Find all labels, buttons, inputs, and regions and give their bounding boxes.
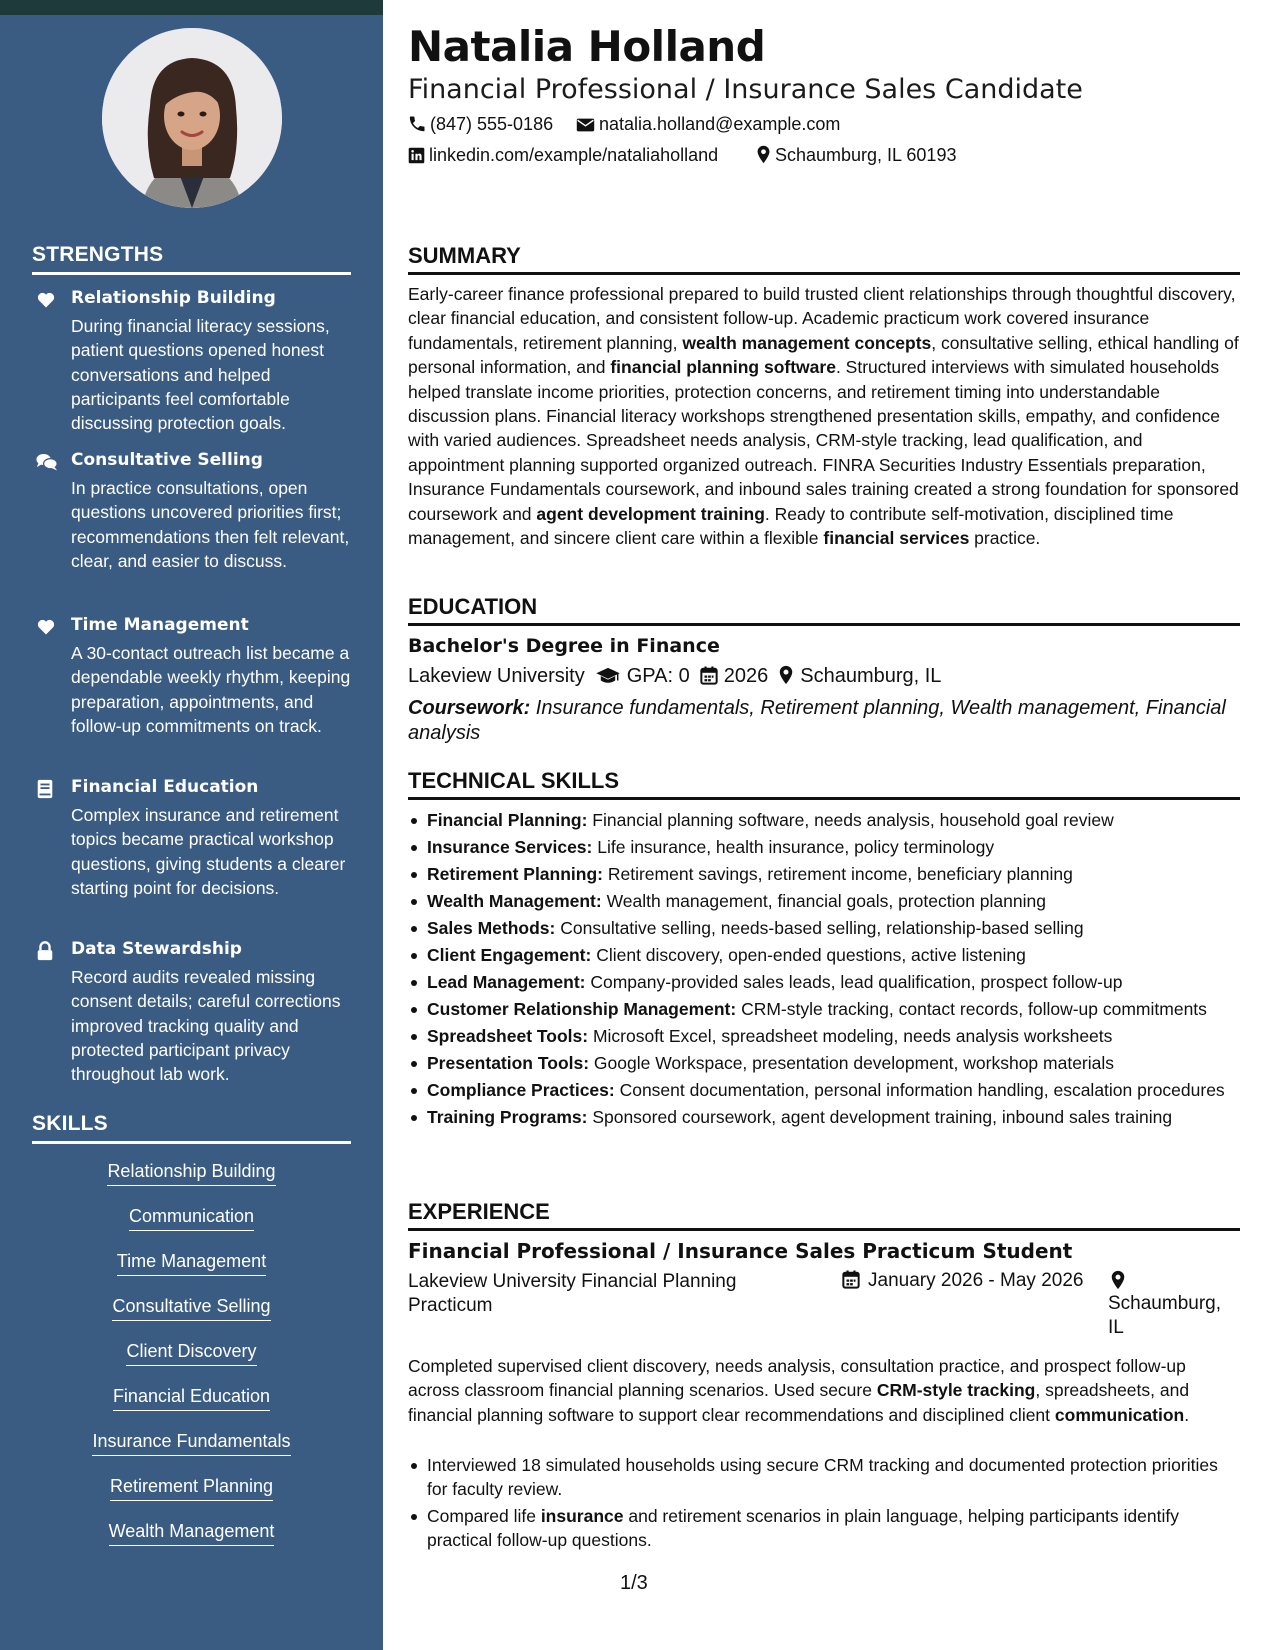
avatar xyxy=(102,28,282,208)
lock-icon xyxy=(36,941,56,961)
school-location: Schaumburg, IL xyxy=(800,665,942,687)
education-divider xyxy=(408,623,1240,626)
skill-tag: Relationship Building xyxy=(0,1161,383,1186)
job-location: Schaumburg, IL xyxy=(1108,1270,1228,1340)
skill-tag: Retirement Planning xyxy=(0,1476,383,1501)
list-item: Sales Methods: Consultative selling, needs-based selling, relationship-based selling xyxy=(408,916,1240,940)
list-item: Compliance Practices: Consent documentation, personal information handling, escalation procedures xyxy=(408,1078,1240,1102)
list-item: Retirement Planning: Retirement savings, retirement income, beneficiary planning xyxy=(408,862,1240,886)
chat-bubbles-icon xyxy=(36,452,56,472)
skill-tag: Financial Education xyxy=(0,1386,383,1411)
candidate-name: Natalia Holland xyxy=(408,22,766,71)
contact-linkedin[interactable]: linkedin.com/example/nataliaholland xyxy=(408,145,718,166)
skill-tag: Insurance Fundamentals xyxy=(0,1431,383,1456)
list-item: Lead Management: Company-provided sales leads, lead qualification, prospect follow-up xyxy=(408,970,1240,994)
contact-email[interactable]: natalia.holland@example.com xyxy=(576,114,840,135)
list-item: Wealth Management: Wealth management, financial goals, protection planning xyxy=(408,889,1240,913)
skills-divider xyxy=(32,1141,351,1144)
list-item: Training Programs: Sponsored coursework, agent development training, inbound sales training xyxy=(408,1105,1240,1129)
skill-tag: Wealth Management xyxy=(0,1521,383,1546)
strength-title: Time Management xyxy=(71,615,249,635)
strength-title: Relationship Building xyxy=(71,288,276,308)
gpa: GPA: 0 xyxy=(626,665,690,687)
job-title: Financial Professional / Insurance Sales Practicum Student xyxy=(408,1239,1073,1263)
technical-skills-divider xyxy=(408,797,1240,800)
technical-skills-list xyxy=(408,808,1240,1132)
education-title: EDUCATION xyxy=(408,594,538,619)
skill-tag: Client Discovery xyxy=(0,1341,383,1366)
strength-description: During financial literacy sessions, patient questions opened honest conversations and helped participants feel comfortable discussing protection goals. xyxy=(71,316,330,434)
strength-title: Data Stewardship xyxy=(71,939,242,959)
skill-tag: Communication xyxy=(0,1206,383,1231)
summary-divider xyxy=(408,272,1240,275)
contact-phone[interactable]: (847) 555-0186 xyxy=(408,114,553,135)
job-organization: Lakeview University Financial Planning Practicum xyxy=(408,1271,737,1316)
strengths-divider xyxy=(32,272,351,275)
degree-title: Bachelor's Degree in Finance xyxy=(408,635,720,657)
calendar-icon xyxy=(842,1270,860,1289)
coursework: Coursework: Insurance fundamentals, Retirement planning, Wealth management, Financial analysis xyxy=(408,697,1226,744)
calendar-icon xyxy=(700,666,718,685)
list-item: Customer Relationship Management: CRM-style tracking, contact records, follow-up commitments xyxy=(408,997,1240,1021)
job-description: Completed supervised client discovery, needs analysis, consultation practice, and prospect follow-up across classroom financial planning scenarios. Used secure CRM-style tracking, spreadsheets, and financial planning software to support clear recommendations and disciplined client communication. xyxy=(408,1356,1190,1425)
strength-title: Financial Education xyxy=(71,777,259,797)
contact-location: Schaumburg, IL 60193 xyxy=(756,145,956,166)
job-dates: January 2026 - May 2026 xyxy=(842,1270,1083,1292)
strength-description: Complex insurance and retirement topics became practical workshop questions, giving students a clearer starting point for decisions. xyxy=(71,805,346,898)
strength-description: A 30-contact outreach list became a dependable weekly rhythm, keeping preparation, appointments, and follow-up commitments on track. xyxy=(71,643,351,736)
experience-title: EXPERIENCE xyxy=(408,1199,550,1224)
list-item: Interviewed 18 simulated households using secure CRM tracking and documented protection priorities for faculty review. xyxy=(408,1453,1240,1502)
graduation-cap-icon xyxy=(595,667,621,685)
school-name: Lakeview University xyxy=(408,665,585,687)
phone-icon xyxy=(408,115,426,133)
strength-description: In practice consultations, open questions uncovered priorities first; recommendations then felt relevant, clear, and easier to discuss. xyxy=(71,478,350,571)
list-item: Spreadsheet Tools: Microsoft Excel, spreadsheet modeling, needs analysis worksheets xyxy=(408,1024,1240,1048)
education-details xyxy=(408,665,941,688)
skill-tag: Consultative Selling xyxy=(0,1296,383,1321)
job-bullets xyxy=(408,1453,1240,1555)
summary-title: SUMMARY xyxy=(408,243,521,268)
heart-icon xyxy=(36,617,56,637)
map-pin-icon xyxy=(1110,1270,1126,1290)
top-band xyxy=(0,0,383,15)
heart-icon xyxy=(36,290,56,310)
graduation-year: 2026 xyxy=(723,665,769,687)
skill-tag: Time Management xyxy=(0,1251,383,1276)
list-item: Presentation Tools: Google Workspace, presentation development, workshop materials xyxy=(408,1051,1240,1075)
list-item: Compared life insurance and retirement scenarios in plain language, helping participants identify practical follow-up questions. xyxy=(408,1504,1240,1553)
sidebar xyxy=(0,0,383,1650)
map-pin-icon xyxy=(756,145,771,164)
strength-description: Record audits revealed missing consent details; careful corrections improved tracking quality and protected participant privacy throughout lab work. xyxy=(71,967,341,1085)
book-icon xyxy=(36,779,56,799)
skills-title: SKILLS xyxy=(32,1112,108,1135)
technical-skills-title: TECHNICAL SKILLS xyxy=(408,768,620,793)
strength-title: Consultative Selling xyxy=(71,450,263,470)
list-item: Financial Planning: Financial planning software, needs analysis, household goal review xyxy=(408,808,1240,832)
envelope-icon xyxy=(576,117,595,133)
map-pin-icon xyxy=(778,665,794,685)
page-number: 1/3 xyxy=(620,1572,648,1594)
list-item: Insurance Services: Life insurance, health insurance, policy terminology xyxy=(408,835,1240,859)
experience-divider xyxy=(408,1228,1240,1231)
linkedin-icon xyxy=(408,147,425,164)
candidate-headline: Financial Professional / Insurance Sales Candidate xyxy=(408,74,1083,105)
strengths-title: STRENGTHS xyxy=(32,243,164,266)
list-item: Client Engagement: Client discovery, open-ended questions, active listening xyxy=(408,943,1240,967)
summary-text: Early-career finance professional prepared to build trusted client relationships through thoughtful discovery, clear financial education, and consistent follow-up. Academic practicum work covered insurance fundamentals, retirement planning, wealth management concepts, consultative selling, ethical handling of personal information, and financial planning software. Structured interviews with simulated households helped translate income priorities, protection concerns, and retirement timing into understandable discussion plans. Financial literacy workshops strengthened presentation skills, empathy, and confidence with varied audiences. Spreadsheet needs analysis, CRM-style tracking, lead qualification, and appointment planning supported organized outreach. FINRA Securities Industry Essentials preparation, Insurance Fundamentals coursework, and inbound sales training created a strong foundation for sponsored coursework and agent development training. Ready to contribute self-motivation, disciplined time management, and sincere client care within a flexible financial services practice. xyxy=(408,284,1239,549)
